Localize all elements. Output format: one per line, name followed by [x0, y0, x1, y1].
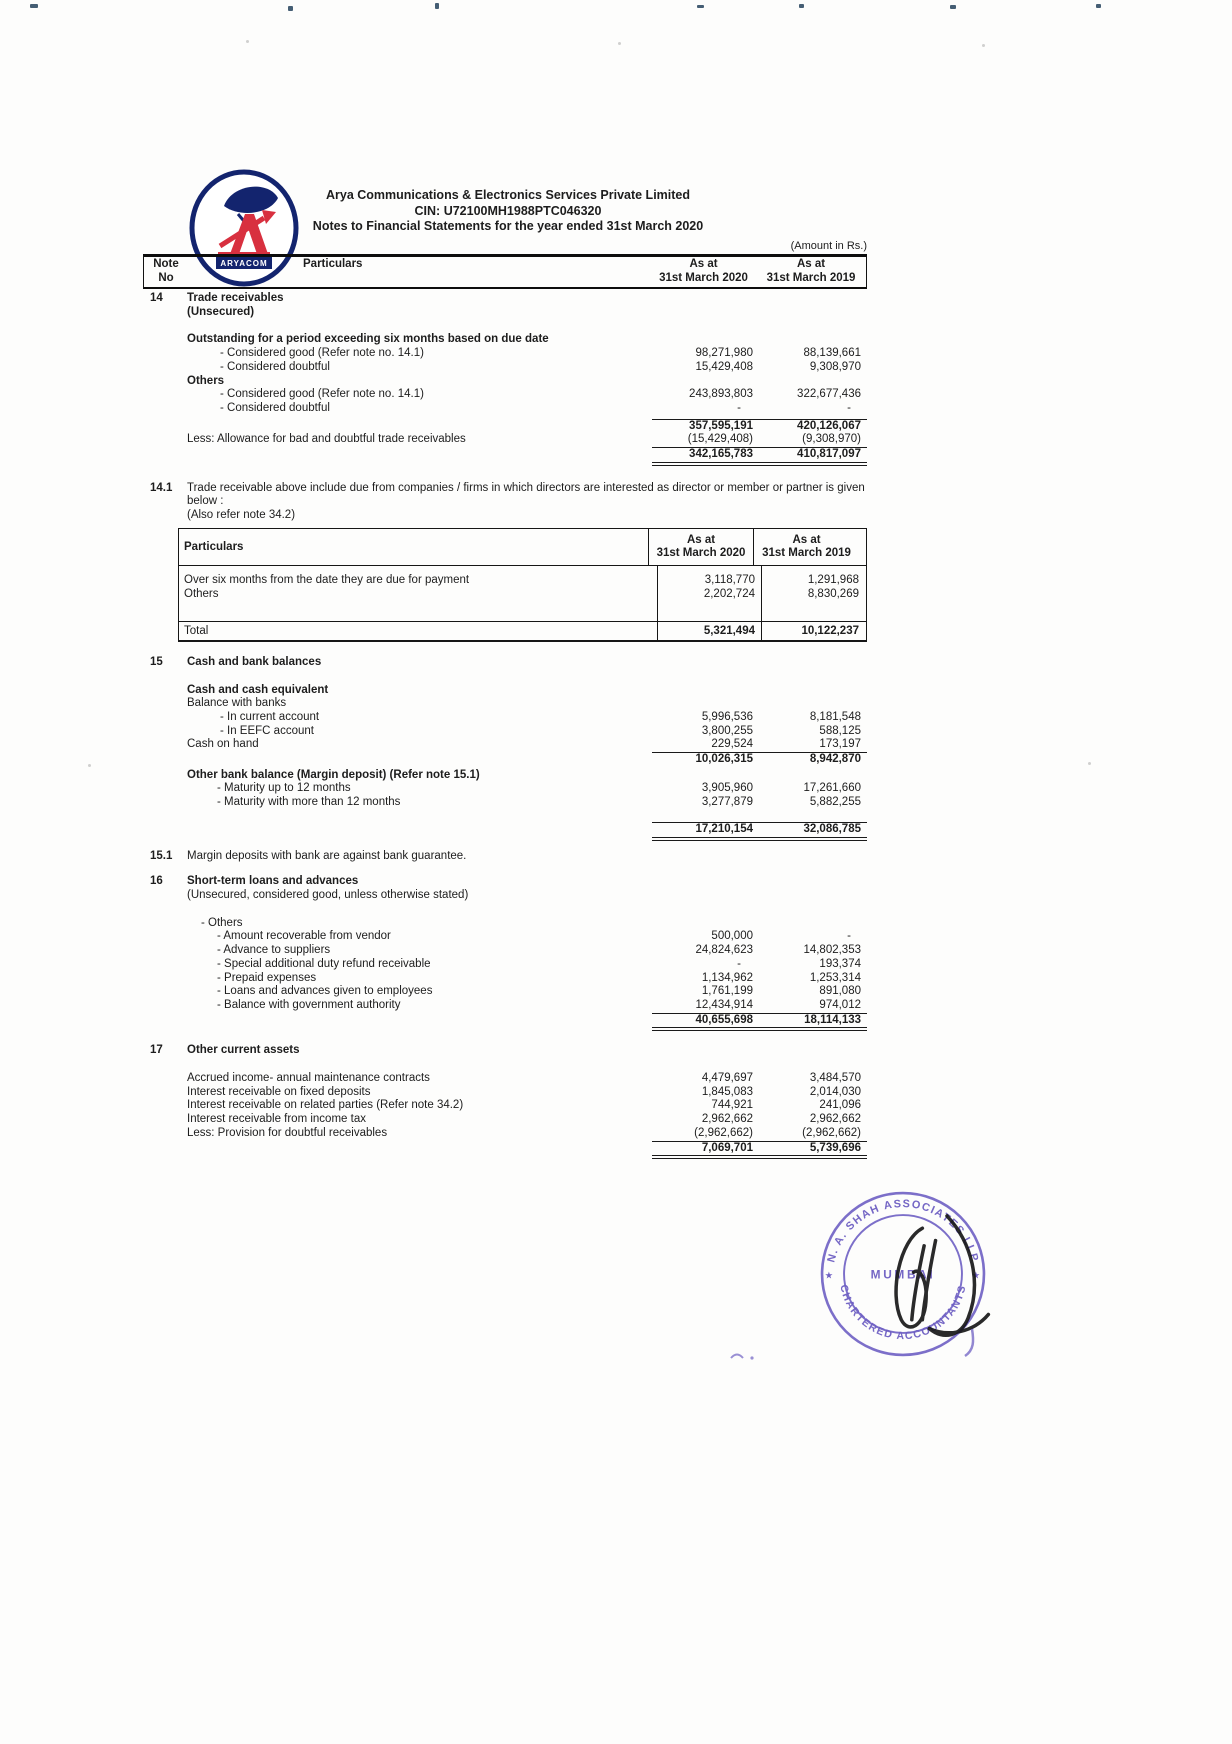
statement-row	[143, 958, 867, 972]
row-label: Total	[184, 624, 209, 637]
statement-row	[143, 944, 867, 958]
value-2019: 8,830,269	[761, 587, 866, 601]
value-2019: 193,374	[819, 957, 861, 970]
statement-row	[143, 930, 867, 944]
value-2020: 40,655,698	[652, 1013, 757, 1032]
row-label: Cash on hand	[187, 738, 259, 751]
statement-row	[143, 782, 867, 796]
stamp-star-left: ★	[824, 1270, 834, 1282]
statement-row	[143, 769, 867, 783]
row-label: - Prepaid expenses	[217, 971, 317, 984]
statement-row	[143, 697, 867, 711]
scan-speck	[246, 40, 249, 43]
value-2019: 10,122,237	[761, 622, 866, 640]
value-2019: 173,197	[819, 738, 861, 751]
row-label: Less: Allowance for bad and doubtful trade receivables	[187, 433, 466, 446]
table-spacer-row	[179, 601, 866, 621]
notes-document	[143, 254, 867, 1159]
value-2020: 3,277,879	[701, 796, 753, 809]
value-2020: 7,069,701	[652, 1141, 757, 1160]
value-2020: 17,210,154	[652, 822, 757, 841]
note-text-2: (Also refer note 34.2)	[187, 509, 296, 522]
statement-row	[143, 796, 867, 810]
amount-unit-note: (Amount in Rs.)	[790, 240, 867, 252]
statement-row	[143, 361, 867, 375]
stray-mark	[960, 1326, 980, 1360]
subtotal-row	[143, 419, 867, 434]
row-label: - Considered good (Refer note no. 14.1)	[220, 388, 424, 401]
statement-row	[143, 985, 867, 999]
total-row	[143, 447, 867, 466]
statement-row	[143, 725, 867, 739]
row-label: - Maturity up to 12 months	[217, 782, 351, 795]
value-2020: 1,845,083	[701, 1085, 753, 1098]
row-label: - Advance to suppliers	[217, 944, 331, 957]
row-label: Interest receivable on fixed deposits	[187, 1085, 371, 1098]
row-label: - Maturity with more than 12 months	[217, 796, 401, 809]
value-2019: 974,012	[819, 998, 861, 1011]
scan-speck	[982, 44, 985, 47]
section-note-16	[143, 875, 867, 1031]
note-label: Note	[153, 258, 179, 270]
column-2019: As at 31st March 2019	[753, 529, 866, 565]
section-note-15-1	[143, 850, 867, 864]
row-label: - Considered doubtful	[220, 360, 330, 373]
section-title-row	[143, 1044, 867, 1058]
row-label: Over six months from the date they are due for payment	[184, 573, 470, 586]
note-text: Margin deposits with bank are against bank guarantee.	[187, 849, 467, 862]
statement-row	[143, 999, 867, 1013]
value-2019: 8,181,548	[809, 710, 861, 723]
section-note-14-1	[143, 482, 867, 642]
statement-row	[143, 388, 867, 402]
value-2019: 5,882,255	[809, 796, 861, 809]
scan-artifact	[435, 3, 439, 9]
statement-row	[143, 347, 867, 361]
value-2019: 14,802,353	[803, 944, 861, 957]
value-2019: 322,677,436	[797, 388, 861, 401]
note-number: 15.1	[150, 849, 173, 862]
value-2020: 1,761,199	[701, 985, 753, 998]
row-label: Other bank balance (Margin deposit) (Refer note 15.1)	[187, 768, 480, 781]
value-2019: 18,114,133	[757, 1013, 867, 1032]
statement-row	[143, 333, 867, 347]
statement-row	[143, 684, 867, 698]
row-label: Others	[187, 374, 225, 387]
row-label: Balance with banks	[187, 697, 287, 710]
note-number: 16	[150, 875, 163, 888]
total-row	[143, 1141, 867, 1160]
statement-row	[143, 1127, 867, 1141]
scan-speck	[1088, 762, 1091, 765]
section-title: Short-term loans and advances	[187, 875, 359, 888]
statement-row	[143, 917, 867, 931]
company-name: Arya Communications & Electronics Services Private Limited	[325, 188, 691, 202]
value-2020: 24,824,623	[695, 944, 753, 957]
value-2020: 744,921	[711, 1099, 753, 1112]
stamp-city: MUMBAI	[870, 1267, 936, 1282]
note-text-row	[143, 482, 867, 523]
section-subtitle: (Unsecured, considered good, unless otherwise stated)	[187, 888, 469, 901]
section-note-15	[143, 656, 867, 841]
statement-row	[143, 375, 867, 389]
value-2020: 10,026,315	[652, 752, 757, 767]
value-2019: 588,125	[819, 724, 861, 737]
value-2020: -	[737, 957, 741, 970]
table-row	[179, 566, 866, 587]
scan-artifact	[697, 5, 704, 8]
note-number: 14	[150, 292, 163, 304]
value-2019: 2,962,662	[809, 1113, 861, 1126]
section-subtitle: (Unsecured)	[187, 305, 255, 318]
value-2019: 5,739,696	[757, 1141, 867, 1160]
value-2020: (2,962,662)	[694, 1126, 753, 1139]
value-2020: 2,202,724	[657, 587, 761, 601]
value-2020: 1,134,962	[701, 971, 753, 984]
row-label: Less: Provision for doubtful receivables	[187, 1126, 388, 1139]
value-2019: 891,080	[819, 985, 861, 998]
statement-row	[143, 972, 867, 986]
column-2020: As at 31st March 2020	[659, 258, 748, 284]
document-title: Notes to Financial Statements for the year ended 31st March 2020	[312, 219, 704, 233]
row-label: Outstanding for a period exceeding six months based on due date	[187, 333, 549, 346]
section-subtitle-row	[143, 306, 867, 320]
row-label: - Amount recoverable from vendor	[217, 930, 391, 943]
statement-row	[143, 1086, 867, 1100]
no-label: No	[158, 271, 174, 284]
value-2019: 2,014,030	[809, 1085, 861, 1098]
table-header	[143, 254, 867, 289]
value-2020: (15,429,408)	[687, 433, 753, 446]
value-2019: 17,261,660	[803, 782, 861, 795]
row-label: Others	[184, 587, 219, 600]
total-row	[143, 1013, 867, 1032]
stray-mark	[728, 1348, 764, 1364]
value-2020: 243,893,803	[689, 388, 753, 401]
row-label: - Balance with government authority	[217, 998, 401, 1011]
company-cin: CIN: U72100MH1988PTC046320	[414, 203, 602, 218]
section-title: Other current assets	[187, 1044, 300, 1057]
statement-row	[143, 1099, 867, 1113]
value-2019: 8,942,870	[757, 752, 867, 767]
stamp-star-right: ★	[971, 1270, 981, 1282]
column-particulars: Particulars	[303, 258, 363, 270]
statement-row	[143, 402, 867, 416]
value-2020: 98,271,980	[695, 347, 753, 360]
scan-artifact	[1096, 4, 1101, 8]
statement-row	[143, 1072, 867, 1086]
section-title-row	[143, 656, 867, 670]
value-2020: 15,429,408	[695, 360, 753, 373]
row-label: - Considered doubtful	[220, 401, 330, 414]
value-2020: 342,165,783	[652, 447, 757, 466]
column-2020: As at 31st March 2020	[648, 529, 753, 565]
document-header	[312, 188, 704, 235]
column-note-no	[144, 258, 188, 285]
total-row	[143, 822, 867, 841]
related-party-table-header	[179, 529, 866, 566]
value-2020: -	[737, 401, 741, 414]
value-2019: 1,291,968	[761, 566, 866, 587]
value-2019: 410,817,097	[757, 447, 867, 466]
subtotal-row	[143, 752, 867, 767]
value-2020: 500,000	[711, 930, 753, 943]
value-2020: 5,996,536	[701, 710, 753, 723]
column-2019: As at 31st March 2019	[766, 258, 856, 284]
section-title: Trade receivables	[187, 292, 284, 304]
value-2019: (9,308,970)	[802, 433, 861, 446]
row-label: - In EEFC account	[220, 724, 314, 737]
value-2019: -	[847, 401, 851, 414]
column-particulars: Particulars	[184, 540, 244, 553]
section-title-row	[143, 292, 867, 306]
value-2019: (2,962,662)	[802, 1126, 861, 1139]
row-label: Accrued income- annual maintenance contracts	[187, 1072, 430, 1085]
value-2019: 3,484,570	[809, 1072, 861, 1085]
value-2019: -	[847, 930, 851, 943]
row-label: - Others	[201, 916, 243, 929]
row-label: Interest receivable from income tax	[187, 1113, 366, 1126]
row-label: Cash and cash equivalent	[187, 683, 329, 696]
scan-artifact	[799, 4, 804, 8]
scan-artifact	[950, 5, 956, 9]
value-2019: 88,139,661	[803, 347, 861, 360]
row-label: - Loans and advances given to employees	[217, 985, 433, 998]
section-title: Cash and bank balances	[187, 655, 322, 668]
value-2019: 241,096	[819, 1099, 861, 1112]
value-2019: 9,308,970	[809, 360, 861, 373]
row-label: - In current account	[220, 710, 320, 723]
table-total-row	[179, 621, 866, 640]
value-2020: 12,434,914	[695, 998, 753, 1011]
value-2020: 3,118,770	[657, 566, 761, 587]
value-2019: 1,253,314	[809, 971, 861, 984]
note-number: 15	[150, 655, 163, 668]
scan-artifact	[288, 6, 293, 11]
section-subtitle-row	[143, 889, 867, 903]
value-2020: 5,321,494	[657, 622, 761, 640]
table-row	[179, 587, 866, 601]
statement-row	[143, 433, 867, 447]
row-label: - Special additional duty refund receivable	[217, 957, 431, 970]
scan-artifact	[30, 4, 38, 8]
value-2020: 3,905,960	[701, 782, 753, 795]
value-2020: 3,800,255	[701, 724, 753, 737]
value-2020: 229,524	[711, 738, 753, 751]
scan-speck	[618, 42, 621, 45]
value-2020: 357,595,191	[652, 419, 757, 434]
value-2020: 4,479,697	[701, 1072, 753, 1085]
note-text: Trade receivable above include due from companies / firms in which directors are interested as director or member or partner is given below :	[187, 481, 865, 508]
section-note-14	[143, 292, 867, 466]
section-title-row	[143, 875, 867, 889]
stamp-profession: CHARTERED ACCOUNTANTS	[837, 1283, 969, 1343]
statement-row	[143, 738, 867, 752]
statement-row	[143, 711, 867, 725]
row-label: Interest receivable on related parties (Refer note 34.2)	[187, 1099, 464, 1112]
stamp-firm-name: N. A. SHAH ASSOCIATES LLP	[825, 1197, 981, 1264]
logo-text: ARYACOM	[220, 259, 268, 268]
row-label: - Considered good (Refer note no. 14.1)	[220, 347, 424, 360]
scan-speck	[88, 764, 91, 767]
value-2019: 420,126,067	[757, 419, 867, 434]
value-2020: 2,962,662	[701, 1113, 753, 1126]
statement-row	[143, 1113, 867, 1127]
note-number: 14.1	[150, 481, 173, 494]
related-party-table	[178, 528, 867, 642]
value-2019: 32,086,785	[757, 822, 867, 841]
section-note-17	[143, 1044, 867, 1159]
note-number: 17	[150, 1044, 163, 1057]
